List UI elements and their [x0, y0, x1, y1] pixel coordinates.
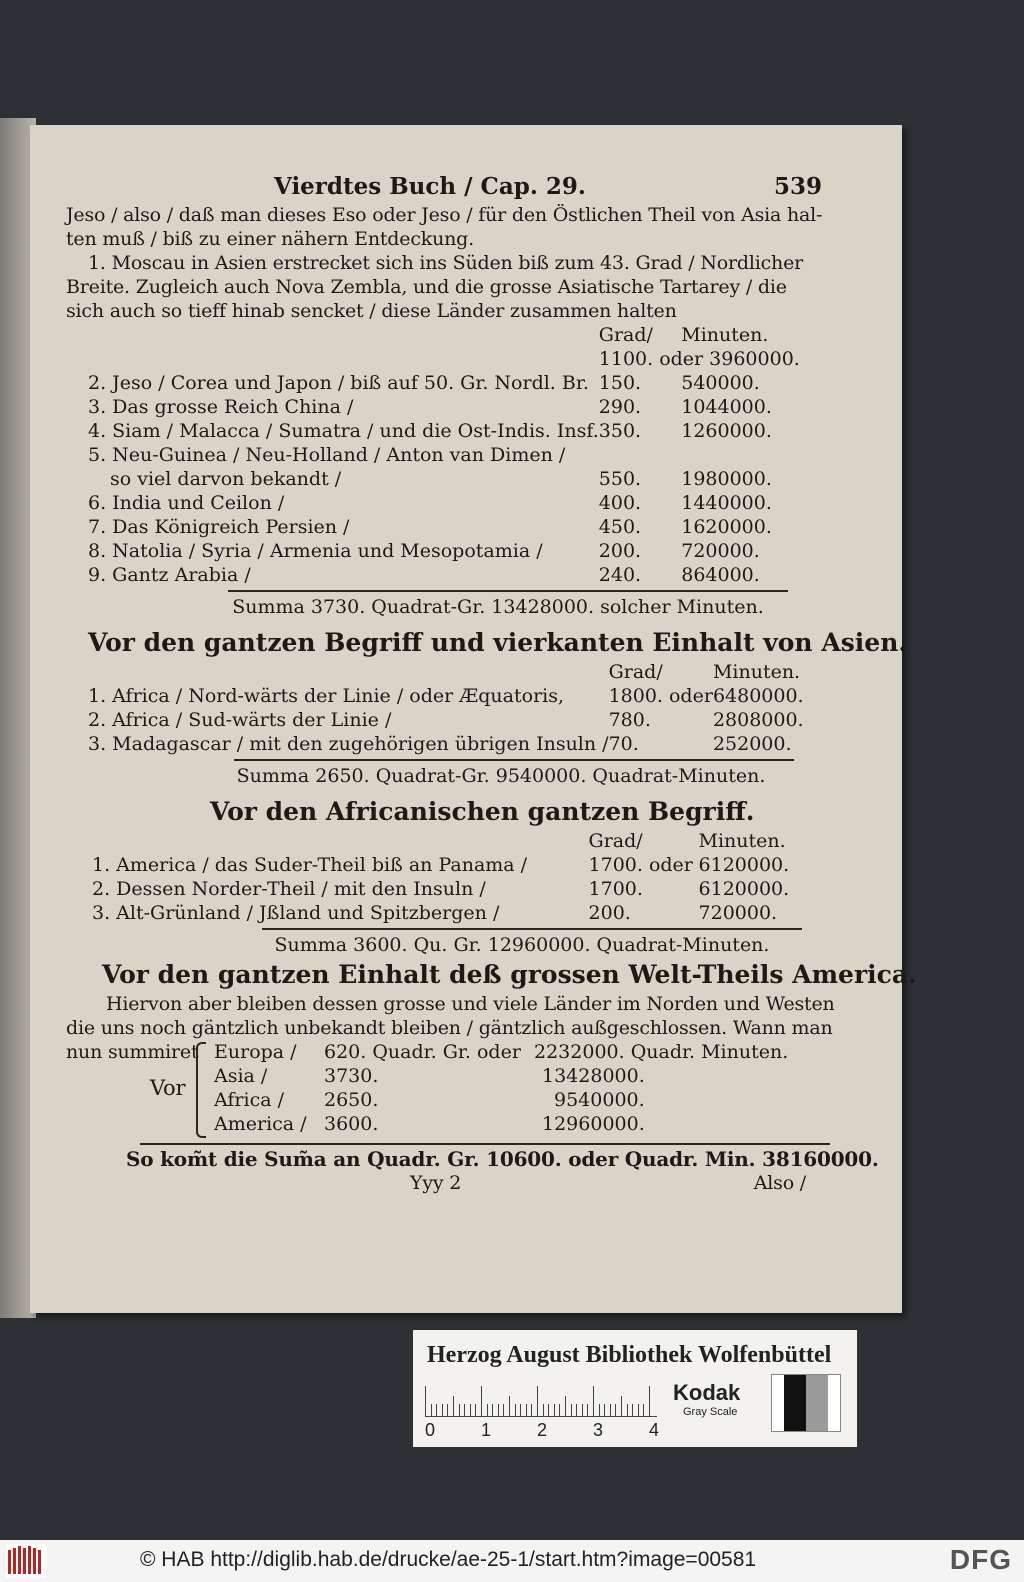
row-minuten: 1980000.: [681, 468, 772, 490]
row-name: 2. Dessen Norder-Theil / mit den Insuln /: [92, 878, 486, 900]
row-name: 4. Siam / Malacca / Sumatra / und die Ost-Indis. Insf.: [88, 420, 599, 442]
row-grad: 200.: [588, 902, 631, 924]
scale-tick: [464, 1404, 465, 1416]
total-summary: [66, 1040, 846, 1140]
dfg-logo: DFG: [949, 1544, 1012, 1575]
table-row: [92, 877, 802, 901]
scale-tick: [526, 1404, 527, 1416]
scale-tick: [498, 1404, 499, 1416]
scale-tick: [643, 1404, 644, 1416]
row-grad: 400.: [598, 492, 642, 514]
row-name: 1. America / das Suder-Theil biß an Panama /: [92, 854, 528, 876]
running-header: [66, 173, 846, 203]
row-grad: 3600.: [324, 1113, 379, 1135]
row-minuten: 1620000.: [681, 516, 772, 538]
row-name: Europa /: [214, 1041, 297, 1063]
table-row: [88, 371, 800, 395]
copyright-link[interactable]: © HAB http://diglib.hab.de/drucke/ae-25-1/start.htm?image=00581: [140, 1548, 757, 1571]
asia-heading: Vor den gantzen Begriff und vierkanten Einhalt von Asien.: [88, 628, 908, 657]
america-heading: Vor den gantzen Einhalt deß grossen Welt-Theils America.: [102, 960, 917, 989]
column-header-minuten: Minuten.: [698, 830, 786, 852]
text-line: Jeso / also / daß man dieses Eso oder Jeso / für den Östlichen Theil von Asia hal-: [66, 204, 823, 226]
row-minuten: 1260000.: [681, 420, 772, 442]
catchword: Also /: [753, 1172, 806, 1194]
row-minuten: 9540000.: [554, 1089, 645, 1111]
scale-tick: [599, 1404, 600, 1416]
row-minuten: 252000.: [712, 733, 792, 755]
institution-name: Herzog August Bibliothek Wolfenbüttel: [427, 1342, 832, 1368]
table-row: [88, 708, 804, 732]
closing-paragraph: [66, 992, 846, 1040]
table-row: [88, 443, 800, 467]
scale-tick: [632, 1404, 633, 1416]
row-name: 7. Das Königreich Persien /: [88, 516, 350, 538]
scale-tick: [615, 1404, 616, 1416]
scale-tick: [425, 1386, 426, 1416]
table-row: [88, 539, 800, 563]
scale-tick: [587, 1404, 588, 1416]
total-vor: Vor: [150, 1076, 186, 1100]
africa-summa: Summa 2650. Quadrat-Gr. 9540000. Quadrat-Minuten.: [236, 765, 766, 787]
scale-tick: [520, 1404, 521, 1416]
asia-summa: Summa 3730. Quadrat-Gr. 13428000. solcher Minuten.: [232, 596, 764, 618]
row-minuten: 2808000.: [712, 709, 804, 731]
hab-logo-icon: [6, 1544, 46, 1578]
column-header-grad: Grad/: [608, 661, 663, 683]
row-minuten: 13428000.: [542, 1065, 645, 1087]
bracket: [196, 1042, 206, 1138]
row-minuten: 540000.: [681, 372, 760, 394]
swatch-white: [772, 1375, 784, 1431]
scale-tick: [627, 1404, 628, 1416]
table-row: [92, 853, 802, 877]
swatch-black: [784, 1375, 806, 1431]
text-line: Hiervon aber bleiben dessen grosse und viele Länder im Norden und Westen: [106, 993, 835, 1015]
scale-tick: [649, 1386, 650, 1416]
table-row: [88, 467, 800, 491]
asia-table: [88, 323, 800, 620]
row-grad: 350.: [598, 420, 642, 442]
row-minuten: 720000.: [698, 902, 778, 924]
scale-tick: [487, 1404, 488, 1416]
sum-rule: [262, 928, 802, 930]
swatch-white: [828, 1375, 840, 1431]
scale-tick: [431, 1404, 432, 1416]
scale-number: 0: [425, 1420, 436, 1440]
swatch-gray: [806, 1375, 828, 1431]
scale-tick: [582, 1404, 583, 1416]
row-minuten: 864000.: [681, 564, 760, 586]
footer-bar: [0, 1540, 1024, 1582]
table-row: [88, 395, 800, 419]
row-minuten: 720000.: [681, 540, 760, 562]
text-line: Breite. Zugleich auch Nova Zembla, und die grosse Asiatische Tartarey / die: [66, 276, 787, 298]
row-name: 3. Madagascar / mit den zugehörigen übrigen Insuln /: [88, 733, 609, 755]
row-name: so viel darvon bekandt /: [110, 468, 342, 490]
row-minuten: [681, 443, 800, 467]
total-result: So kom̃t die Sum̃a an Quadr. Gr. 10600. oder Quadr. Min. 38160000.: [126, 1147, 879, 1171]
page-number: 539: [773, 173, 822, 200]
scale-tick: [638, 1404, 639, 1416]
color-target-label: [413, 1330, 857, 1447]
scale-tick: [593, 1386, 594, 1416]
scale-tick: [481, 1386, 482, 1416]
scale-tick: [475, 1404, 476, 1416]
row-grad: 780.: [608, 709, 651, 731]
row-minuten: 6120000.: [698, 854, 790, 876]
row-grad: 450.: [598, 516, 642, 538]
row-grad: 70.: [608, 733, 639, 755]
column-header-grad: Grad/: [588, 830, 643, 852]
scale-tick: [559, 1404, 560, 1416]
scale-tick: [571, 1404, 572, 1416]
scale-tick: [621, 1396, 622, 1416]
scale-tick: [537, 1386, 538, 1416]
scale-number: 4: [649, 1420, 660, 1440]
table-row: [88, 732, 804, 756]
row-minuten: 6480000.: [712, 685, 804, 707]
sum-rule: [234, 759, 794, 761]
row-minuten: 1044000.: [681, 396, 772, 418]
row-name: Asia /: [214, 1065, 268, 1087]
text-line: ten muß / biß zu einer nähern Entdeckung.: [66, 228, 474, 250]
scale-number: 1: [481, 1420, 492, 1440]
row-minuten: 1440000.: [681, 492, 772, 514]
row-name: 3. Das grosse Reich China /: [88, 396, 354, 418]
america-table: [92, 829, 802, 958]
page-text: [66, 173, 917, 1199]
row-grad: 200.: [598, 540, 642, 562]
scale-tick: [453, 1396, 454, 1416]
text-line: 1. Moscau in Asien erstrecket sich ins Süden biß zum 43. Grad / Nordlicher: [88, 252, 804, 274]
scale-tick: [436, 1404, 437, 1416]
row-grad: 290.: [598, 396, 642, 418]
row-grad: 550.: [598, 468, 642, 490]
scale-tick: [509, 1396, 510, 1416]
running-head: Vierdtes Buch / Cap. 29.: [274, 173, 586, 200]
row-grad: 620. Quadr. Gr. oder: [324, 1041, 521, 1063]
scale-tick: [576, 1404, 577, 1416]
table-row: [88, 684, 804, 708]
row-minuten: 12960000.: [542, 1113, 645, 1135]
kodak-brand: Kodak: [673, 1380, 741, 1405]
moscau-values: 1100. oder 3960000.: [598, 348, 800, 370]
america-summa: Summa 3600. Qu. Gr. 12960000. Quadrat-Minuten.: [274, 934, 770, 956]
column-header-grad: Grad/: [598, 324, 653, 346]
gray-scale-label: Gray Scale: [683, 1406, 738, 1418]
signature-mark: Yyy 2: [410, 1172, 462, 1194]
row-grad: 1700. oder: [588, 854, 693, 876]
scale-tick: [470, 1404, 471, 1416]
row-minuten: 6120000.: [698, 878, 790, 900]
row-name: 5. Neu-Guinea / Neu-Holland / Anton van Dimen /: [88, 444, 566, 466]
table-row: [214, 1064, 788, 1088]
scale-number: 3: [593, 1420, 604, 1440]
row-grad: [599, 443, 681, 467]
scale-number: 2: [537, 1420, 548, 1440]
row-minuten: 2232000. Quadr. Minuten.: [534, 1041, 789, 1063]
row-name: 9. Gantz Arabia /: [88, 564, 251, 586]
gray-swatches: [771, 1374, 841, 1432]
scale-tick: [554, 1404, 555, 1416]
table-row: [88, 515, 800, 539]
scale-tick: [492, 1404, 493, 1416]
row-name: America /: [214, 1113, 307, 1135]
intro-paragraph: [66, 203, 846, 323]
total-lead: nun summiret: [66, 1041, 199, 1063]
row-name: 8. Natolia / Syria / Armenia und Mesopotamia /: [88, 540, 543, 562]
column-header-minuten: Minuten.: [681, 324, 769, 346]
row-grad: 240.: [598, 564, 642, 586]
africa-table: [88, 660, 804, 789]
scale-tick: [610, 1404, 611, 1416]
scale-tick: [442, 1404, 443, 1416]
book-page: [30, 125, 917, 1313]
table-row: [214, 1040, 788, 1064]
table-row: [214, 1112, 788, 1136]
column-header-minuten: Minuten.: [712, 661, 801, 683]
scale-tick: [503, 1404, 504, 1416]
scale-tick: [515, 1404, 516, 1416]
scale-tick: [604, 1404, 605, 1416]
row-grad: 2650.: [324, 1089, 379, 1111]
row-name: 6. India und Ceilon /: [88, 492, 285, 514]
row-grad: 1700.: [588, 878, 643, 900]
scale-tick: [447, 1404, 448, 1416]
row-grad: 1800. oder: [608, 685, 713, 707]
scale-tick: [459, 1404, 460, 1416]
scale-tick: [543, 1404, 544, 1416]
row-name: Africa /: [214, 1089, 284, 1111]
row-name: 2. Africa / Sud-wärts der Linie /: [88, 709, 392, 731]
scale-tick: [531, 1404, 532, 1416]
row-name: 2. Jeso / Corea und Japon / biß auf 50. Gr. Nordl. Br.: [88, 372, 589, 394]
scale-tick: [565, 1396, 566, 1416]
scale-tick: [548, 1404, 549, 1416]
table-row: [92, 901, 802, 925]
row-name: 1. Africa / Nord-wärts der Linie / oder Æquatoris,: [88, 685, 565, 707]
sum-rule: [228, 590, 788, 592]
table-row: [88, 563, 800, 587]
table-row: [88, 491, 800, 515]
row-name: 3. Alt-Grünland / Jßland und Spitzbergen /: [92, 902, 500, 924]
africa-heading: Vor den Africanischen gantzen Begriff.: [210, 797, 755, 826]
row-grad: 150.: [598, 372, 642, 394]
total-rule: [140, 1143, 830, 1145]
table-row: [214, 1088, 788, 1112]
text-line: sich auch so tieff hinab sencket / diese Länder zusammen halten: [66, 300, 677, 322]
text-line: die uns noch gäntzlich unbekandt bleiben / gäntzlich außgeschlossen. Wann man: [66, 1017, 833, 1039]
table-row: [88, 419, 800, 443]
row-grad: 3730.: [324, 1065, 379, 1087]
measurement-scale: [425, 1382, 657, 1417]
